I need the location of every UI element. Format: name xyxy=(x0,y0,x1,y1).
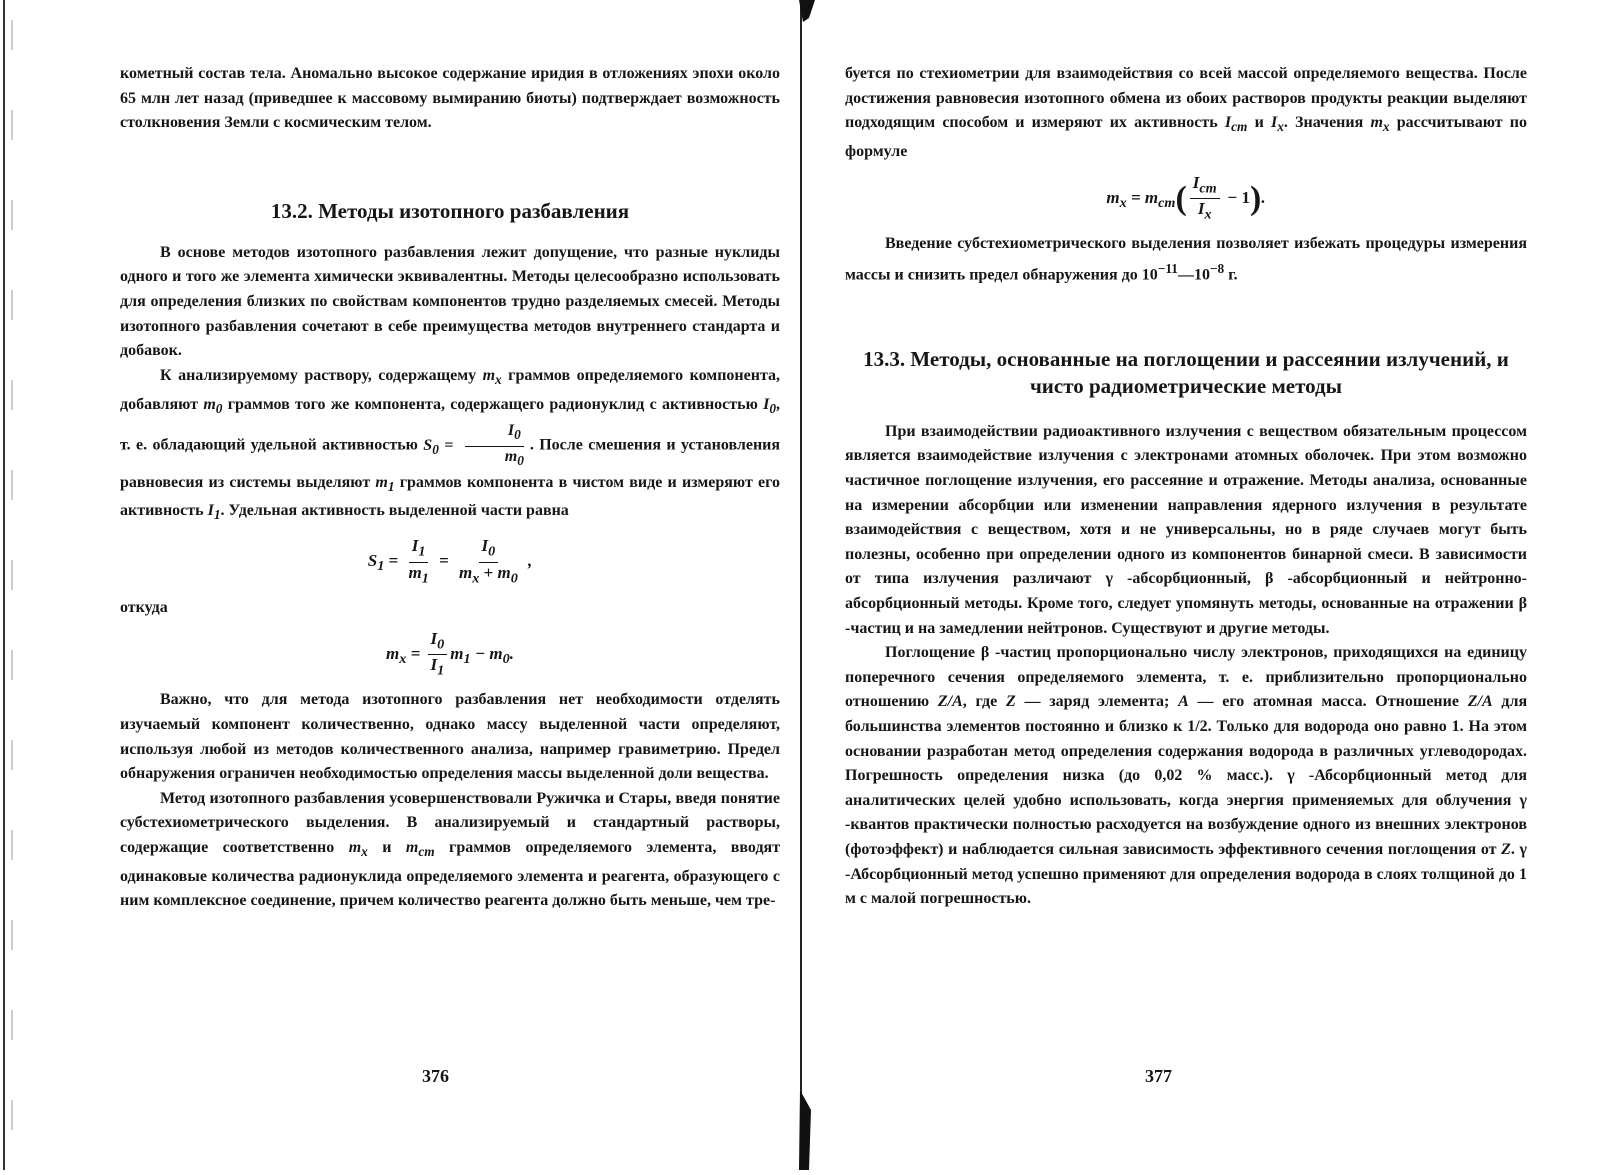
math-Ix: $I_x$ xyxy=(1270,114,1284,135)
math-A: A xyxy=(1178,693,1189,711)
formula-substoichiometric: $m_x = m_{ст}$( $\frac{I_{ст}}{I_x}$ − 1). xyxy=(1106,172,1266,223)
page-number-376: 376 xyxy=(422,1066,449,1086)
right-text-column xyxy=(845,62,1527,912)
left-text-column xyxy=(120,62,780,914)
math-ZA: Z/A xyxy=(937,693,963,711)
math-mst: $m_{ст}$ xyxy=(405,838,435,860)
scan-edge-shadow xyxy=(0,0,18,1170)
right-page xyxy=(805,0,1600,1170)
paragraph-basis: В основе методов изотопного разбавления лежит допущение, что разные нуклиды одного и того же элемента химически эквивалентны. Методы целесообразно использовать для определения близких по свойствам компонентов трудно разделяемых смесей. Методы изотопного разбавления сочетают в себе преимущества методов внутреннего стандарта и добавок. xyxy=(120,243,780,360)
paragraph-procedure: К анализируемому раствору, содержащему $m_x$ граммов определяемого компонента, добавляют $m_0$ граммов того же компонента, содержащего радионуклид с активностью $I_0$, т. е. обладающий удельной активностью $S_0$ = $\frac{I_0}{m_0}$ . После смешения и установления равновесия из системы выделяют $m_1$ граммов компонента в чистом виде и измеряют его активность $I_1$. Удельная активность выделенной части равна xyxy=(120,366,781,523)
math-m1: $m_1$ xyxy=(375,473,395,494)
math-mx: $m_x$ xyxy=(1370,114,1390,135)
word-otkuda: откуда xyxy=(120,599,168,617)
section-title-13-3: 13.3. Методы, основанные на поглощении и рассеянии излучений, и чисто радиометрические методы xyxy=(863,346,1509,398)
paragraph-detection-limit: Введение субстехиометрического выделения позволяет избежать процедуры измерения массы и снизить предел обнаружения до $10^{-11}—10^{-8}$ г. xyxy=(845,235,1527,284)
math-I1: $I_1$ xyxy=(207,502,221,523)
paragraph-beta-absorption: Поглощение β -частиц пропорционально числу электронов, приходящихся на единицу поперечного сечения определяемого элемента, т. е. приблизительно пропорционально отношению Z/A, где Z — заряд элемента; A — его атомная масса. Отношение Z/A для большинства элементов постоянно и близко к 1/2. Только для водорода оно равно 1. На этом основании разработан метод определения содержания водорода в различных углеводородах. Погрешность определения низка (до 0,02 % масс.). γ -Абсорбционный метод для аналитических целей удобно использовать, когда энергия применяемых для облучения γ -квантов практически полностью расходуется на возбуждение одного из внешних электронов (фотоэффект) и наблюдается сильная зависимость эффективного сечения поглощения от Z. γ -Абсорбционный метод успешно применяют для определения водорода в слоях толщиной до 1 м с малой погрешностью. xyxy=(845,644,1528,908)
math-mx: $m_x$ xyxy=(348,838,368,860)
page-number-377: 377 xyxy=(1145,1066,1172,1086)
paragraph-ruzicka: Метод изотопного разбавления усовершенствовали Ружичка и Стары, введя понятие субстехиометрического выделения. В анализируемый и стандартный растворы, содержащие соответственно $m_x$ и $m_{ст}$ граммов определяемого элемента, вводят одинаковые количества радионуклида определяемого элемента и реагента, образующего с ним комплексное соединение, причем количество реагента должно быть меньше, чем тре- xyxy=(120,789,781,910)
math-I0: $I_0$ xyxy=(763,395,777,416)
math-Z: Z xyxy=(1501,840,1511,858)
math-Z: Z xyxy=(1005,693,1016,711)
paragraph-interaction: При взаимодействии радиоактивного излучения с веществом обязательным процессом является взаимодействие излучения с электронами атомных оболочек. При этом возможно частичное поглощение излучения, его рассеяние и отражение. Методы анализа, основанные на измерении абсорбции или изменении направления ядерного излучения в результате взаимодействия с веществом, хотя и не универсальны, но в ряде случаев могут быть полезны, особенно при определении одного из компонентов бинарной смеси. В зависимости от типа излучения различают γ -абсорбционный, β -абсорбционный и нейтронно-абсорбционный методы. Кроме того, следует упомянуть методы, основанные на отражении β -частиц и на замедлении нейтронов. Существуют и другие методы. xyxy=(845,422,1527,637)
math-S0-definition: $S_0$ = $\frac{I_0}{m_0}$ xyxy=(423,422,524,468)
math-m0: $m_0$ xyxy=(203,395,223,416)
paragraph-importance: Важно, что для метода изотопного разбавления нет необходимости отделять изучаемый компонент количественно, однако массу выделенной части определяют, используя любой из методов количественного анализа, например гравиметрию. Предел обнаружения ограничен необходимостью определения массы выделенной доли вещества. xyxy=(120,691,780,783)
math-Ist: $I_{ст}$ xyxy=(1224,114,1248,135)
formula-mx: $m_x$ = $\frac{I_0}{I_1}$ $m_1 - m_0$. xyxy=(386,628,514,679)
math-ZA: Z/A xyxy=(1467,693,1493,711)
paragraph-continuation: буется по стехиометрии для взаимодействия со всей массой определяемого вещества. После достижения равновесия изотопного обмена из обоих растворов продукты реакции выделяют подходящим способом и измеряют их активность $I_{ст}$ и $I_x$. Значения $m_x$ рассчитывают по формуле xyxy=(845,65,1528,160)
intro-paragraph: кометный состав тела. Аномально высокое содержание иридия в отложениях эпохи около 65 млн лет назад (приведшее к массовому вымиранию биоты) подтверждает возможность столкновения Земли с космическим телом. xyxy=(120,65,780,132)
section-title-13-2: 13.2. Методы изотопного разбавления xyxy=(270,198,630,223)
formula-S1: $S_1$ = $\frac{I_1}{m_1}$ = $\frac{I_0}{m_x + m_0}$ , xyxy=(367,536,533,587)
math-mx: $m_x$ xyxy=(482,366,502,387)
